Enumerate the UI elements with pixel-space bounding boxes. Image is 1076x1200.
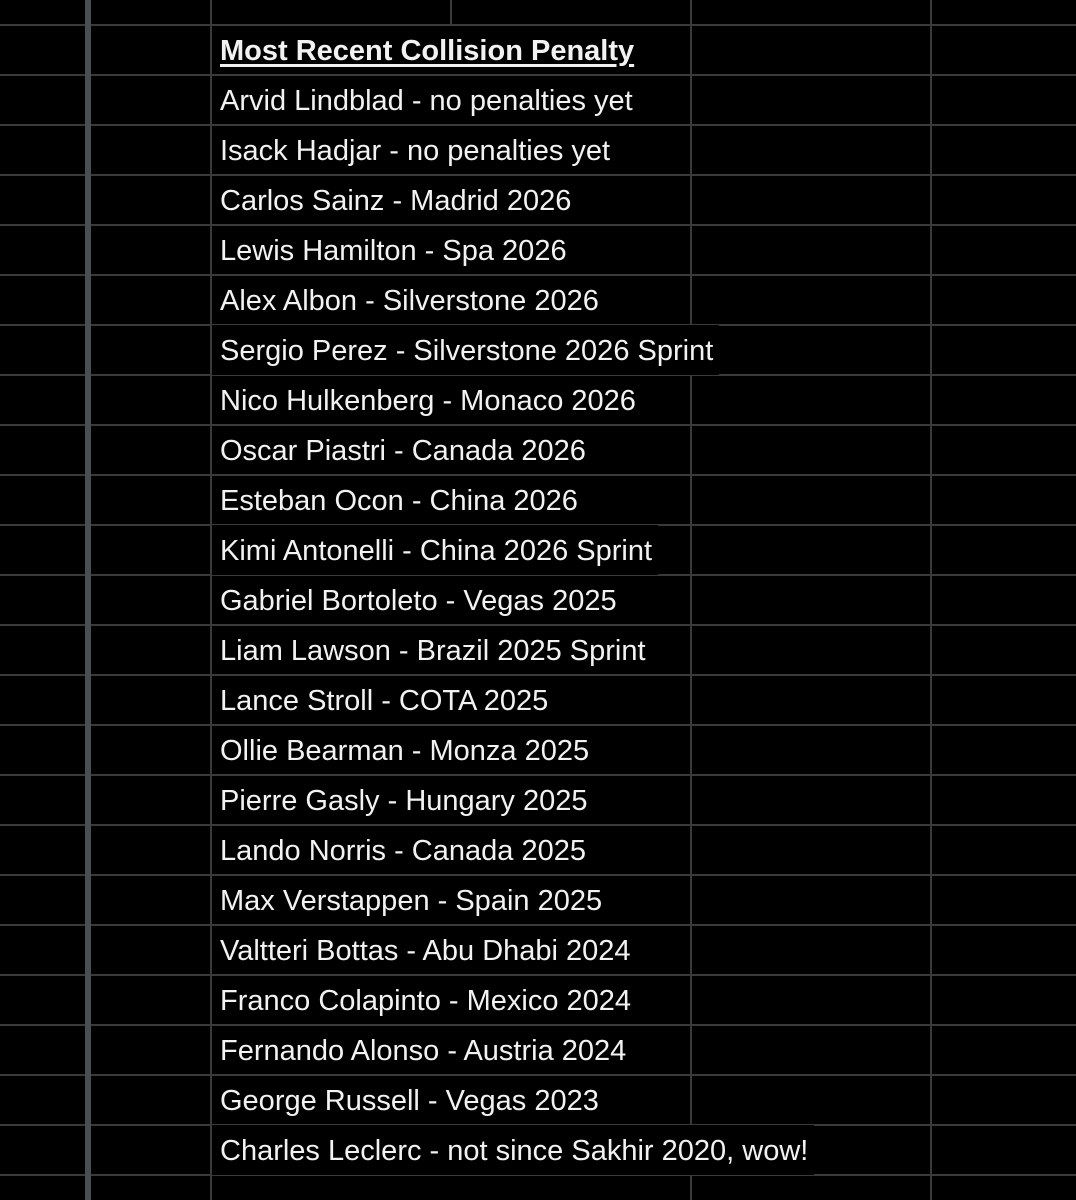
table-row[interactable] — [0, 475, 1076, 525]
table-row[interactable] — [0, 725, 1076, 775]
table-row[interactable] — [0, 1025, 1076, 1075]
table-row[interactable] — [0, 125, 1076, 175]
table-row[interactable] — [0, 75, 1076, 125]
data-cell[interactable]: Charles Leclerc - not since Sakhir 2020, wow! — [212, 1125, 814, 1175]
table-row[interactable] — [0, 1075, 1076, 1125]
data-cell[interactable]: Max Verstappen - Spain 2025 — [220, 885, 603, 917]
data-cell[interactable]: Franco Colapinto - Mexico 2024 — [220, 985, 632, 1017]
table-row[interactable] — [0, 1125, 1076, 1175]
column-header-cell[interactable]: Most Recent Collision Penalty — [220, 35, 635, 67]
data-cell[interactable]: Liam Lawson - Brazil 2025 Sprint — [220, 635, 646, 667]
table-row[interactable] — [0, 375, 1076, 425]
data-cell[interactable]: Alex Albon - Silverstone 2026 — [220, 285, 599, 317]
table-row[interactable] — [0, 225, 1076, 275]
data-cell[interactable]: Lance Stroll - COTA 2025 — [220, 685, 549, 717]
data-cell[interactable]: Valtteri Bottas - Abu Dhabi 2024 — [220, 935, 631, 967]
data-cell[interactable]: Kimi Antonelli - China 2026 Sprint — [212, 525, 658, 575]
table-row[interactable] — [0, 325, 1076, 375]
column-gridline — [450, 0, 452, 24]
table-row[interactable] — [0, 825, 1076, 875]
data-cell[interactable]: Fernando Alonso - Austria 2024 — [220, 1035, 627, 1067]
table-row[interactable] — [0, 875, 1076, 925]
table-row[interactable] — [0, 525, 1076, 575]
data-cell[interactable]: Gabriel Bortoleto - Vegas 2025 — [220, 585, 617, 617]
data-cell[interactable]: Arvid Lindblad - no penalties yet — [220, 85, 633, 117]
table-row[interactable] — [0, 425, 1076, 475]
table-row[interactable] — [0, 975, 1076, 1025]
data-cell[interactable]: Nico Hulkenberg - Monaco 2026 — [220, 385, 636, 417]
data-cell[interactable]: Oscar Piastri - Canada 2026 — [220, 435, 586, 467]
data-cell[interactable]: Lewis Hamilton - Spa 2026 — [220, 235, 567, 267]
column-cells — [0, 25, 1076, 1175]
table-row[interactable] — [0, 275, 1076, 325]
data-cell[interactable]: Sergio Perez - Silverstone 2026 Sprint — [212, 325, 719, 375]
data-cell[interactable]: Carlos Sainz - Madrid 2026 — [220, 185, 572, 217]
data-cell[interactable]: George Russell - Vegas 2023 — [220, 1085, 599, 1117]
data-cell[interactable]: Isack Hadjar - no penalties yet — [220, 135, 611, 167]
data-cell[interactable]: Lando Norris - Canada 2025 — [220, 835, 586, 867]
data-cell[interactable]: Pierre Gasly - Hungary 2025 — [220, 785, 588, 817]
table-row[interactable] — [0, 25, 1076, 75]
table-row[interactable] — [0, 625, 1076, 675]
data-cell[interactable]: Ollie Bearman - Monza 2025 — [220, 735, 590, 767]
table-row[interactable] — [0, 575, 1076, 625]
table-row[interactable] — [0, 675, 1076, 725]
table-row[interactable] — [0, 925, 1076, 975]
table-row[interactable] — [0, 175, 1076, 225]
data-cell[interactable]: Esteban Ocon - China 2026 — [220, 485, 578, 517]
table-row[interactable] — [0, 775, 1076, 825]
